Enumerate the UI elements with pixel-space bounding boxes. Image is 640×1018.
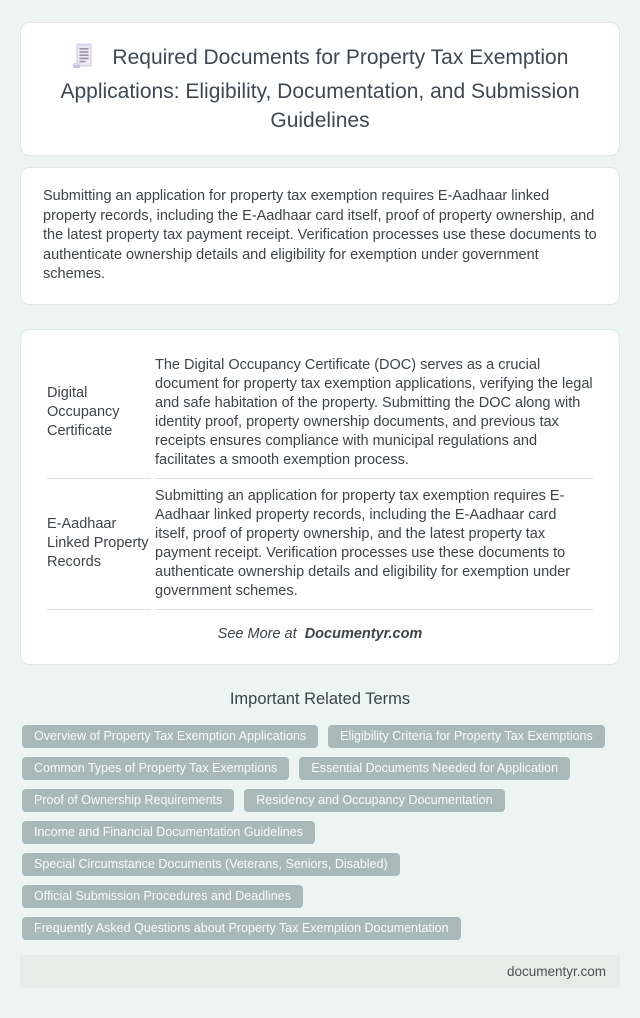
page-title (48, 43, 593, 135)
terms-table-card (20, 329, 620, 665)
term-name: E-Aadhaar Linked Property Records (47, 479, 151, 610)
page (20, 0, 620, 1018)
related-term-tag[interactable]: Overview of Property Tax Exemption Applications (22, 725, 318, 748)
term-name: Digital Occupancy Certificate (47, 348, 151, 479)
related-term-tag[interactable]: Official Submission Procedures and Deadlines (22, 885, 303, 908)
terms-table (43, 348, 597, 610)
table-row (47, 348, 593, 479)
related-terms-heading: Important Related Terms (229, 689, 411, 708)
intro-paragraph: Submitting an application for property tax exemption requires E-Aadhaar linked property records, including the E-Aadhaar card itself, proof of property ownership, and the latest property tax payment receipt. Verification processes use these documents to authenticate ownership details and eligibility for exemption under government schemes. (43, 188, 597, 282)
term-description: The Digital Occupancy Certificate (DOC) serves as a crucial document for property tax exemption applications, verifying the legal and safe habitation of the property. Submitting the DOC along with identity proof, property ownership documents, and previous tax receipts ensures compliance with municipal regulations and facilitates a smooth exemption process. (155, 348, 593, 479)
footer-domain: documentyr.com (506, 963, 606, 979)
related-term-tag[interactable]: Frequently Asked Questions about Property Tax Exemption Documentation (22, 917, 461, 940)
related-term-tag[interactable]: Income and Financial Documentation Guidelines (22, 821, 315, 844)
related-term-tag[interactable]: Eligibility Criteria for Property Tax Exemptions (328, 725, 605, 748)
page-title-text: Required Documents for Property Tax Exemption Applications: Eligibility, Documentation, and Submission Guidelines (60, 46, 580, 132)
title-card (20, 22, 620, 156)
receipt-icon (72, 43, 94, 77)
related-term-tag[interactable]: Proof of Ownership Requirements (22, 789, 234, 812)
see-more-prefix: See More at (217, 625, 297, 642)
table-row (47, 479, 593, 610)
intro-card (20, 167, 620, 305)
related-term-tag[interactable]: Special Circumstance Documents (Veterans, Seniors, Disabled) (22, 853, 400, 876)
related-term-tag[interactable]: Common Types of Property Tax Exemptions (22, 757, 289, 780)
footer-bar (20, 955, 620, 988)
related-term-tag[interactable]: Residency and Occupancy Documentation (244, 789, 504, 812)
term-description: Submitting an application for property tax exemption requires E-Aadhaar linked property records, including the E-Aadhaar card itself, proof of property ownership, and the latest property tax payment receipt. Verification processes use these documents to authenticate ownership details and eligibility for exemption under government schemes. (155, 479, 593, 610)
related-terms-list (22, 725, 618, 940)
see-more-line (43, 626, 597, 642)
brand-link[interactable]: Documentyr.com (304, 625, 423, 642)
related-term-tag[interactable]: Essential Documents Needed for Application (299, 757, 570, 780)
